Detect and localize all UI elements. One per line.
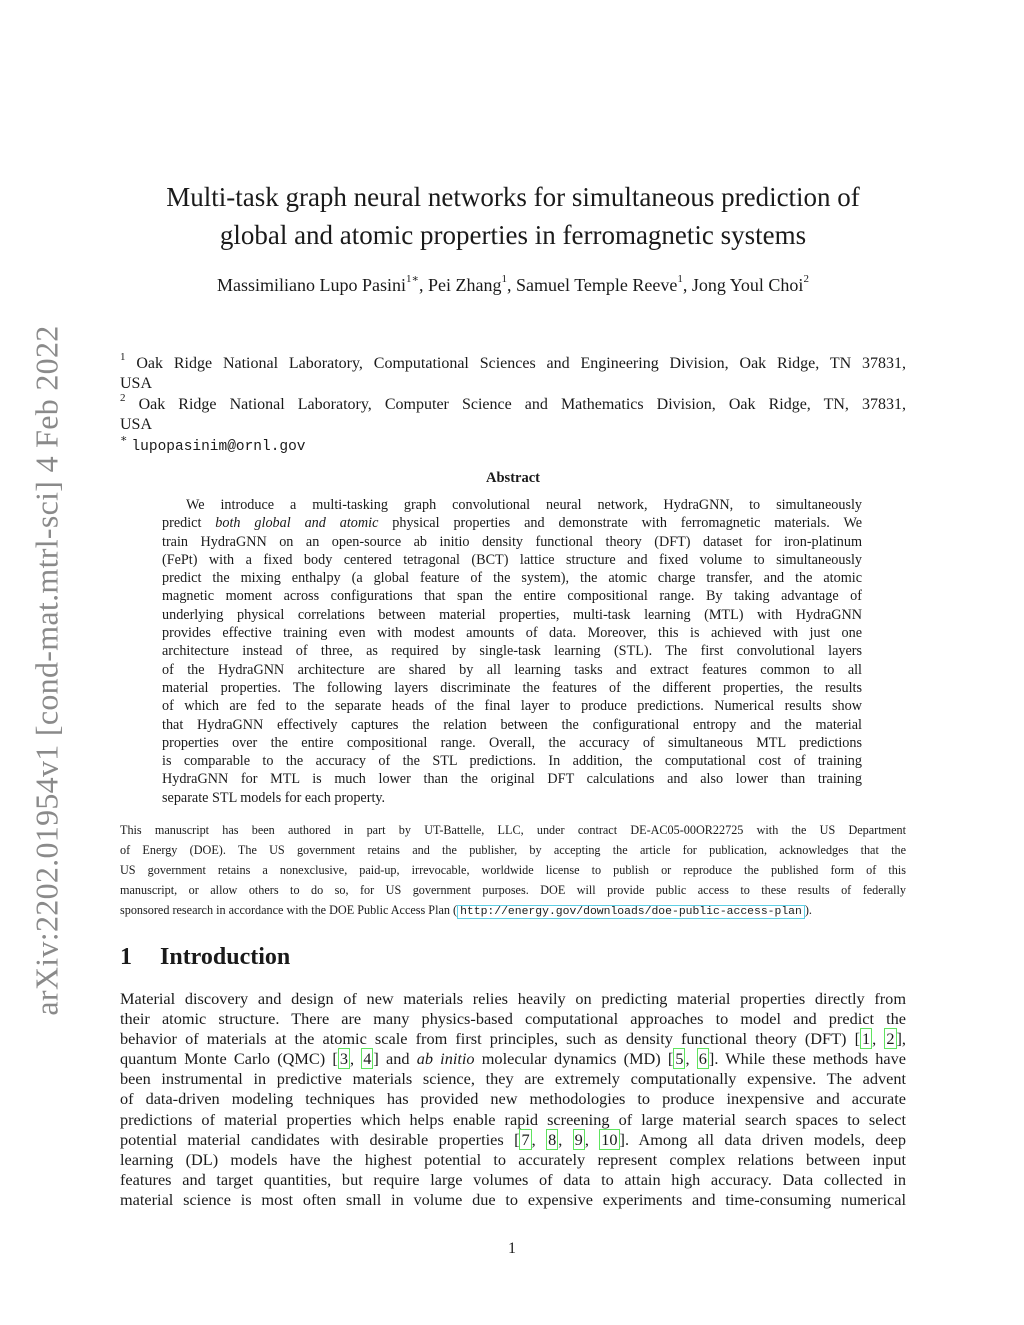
intro-text: . Among all data driven models, deep bbox=[624, 1129, 907, 1149]
email-mark: ∗ bbox=[120, 432, 128, 445]
abstract-line: magnetic moment across configurations that span the entire compositional range. By taking advantage of bbox=[162, 588, 862, 605]
abstract-text: physical properties and demonstrate with ferromagnetic materials. We bbox=[378, 515, 862, 532]
intro-text: , bbox=[901, 1029, 906, 1049]
email-link[interactable]: lupopasinim@ornl.gov bbox=[131, 439, 306, 455]
abstract-line: material properties. The following layers discriminate the features of the different properties, the results bbox=[162, 679, 862, 696]
abstract-line: of which are fed to the separate heads of the final layer to produce predictions. Numerical results show bbox=[162, 698, 862, 715]
notice-line: of Energy (DOE). The US government retains and the publisher, by accepting the article for publication, acknowledges that the bbox=[120, 843, 906, 857]
introduction-body bbox=[120, 989, 906, 1210]
section-title: Introduction bbox=[160, 944, 291, 970]
intro-text: . While these methods have bbox=[714, 1049, 907, 1069]
intro-text: molecular dynamics (MD) bbox=[474, 1049, 668, 1069]
affiliation-line bbox=[120, 350, 906, 374]
author-name: Jong Youl Choi bbox=[691, 275, 804, 295]
abstract-emphasis: both global and atomic bbox=[215, 515, 379, 532]
intro-line: quantum Monte Carlo (QMC) [ 3 , 4 ] and ab initio molecular dynamics (MD) [ 5 , 6 ]. While these methods have bbox=[120, 1049, 907, 1069]
author-separator: , bbox=[507, 275, 517, 295]
affiliation-2 bbox=[120, 391, 906, 435]
corresponding-email bbox=[120, 432, 906, 457]
title-line-1: Multi-task graph neural networks for simultaneous prediction of bbox=[166, 182, 860, 212]
abstract-line: provides effective training even with modest amounts of data. Moreover, this is achieved with just one bbox=[162, 625, 862, 642]
affiliation-1 bbox=[120, 350, 906, 394]
abstract-text: predict bbox=[162, 515, 216, 532]
notice-line bbox=[120, 900, 906, 920]
abstract-line: train HydraGNN on an open-source ab initio density functional theory (DFT) dataset for iron-platinum bbox=[162, 533, 862, 550]
citation-link[interactable]: 7 bbox=[521, 1129, 530, 1149]
intro-text: behavior of materials at the atomic scale from first principles, such as density functional theory (DFT) bbox=[120, 1029, 855, 1049]
abstract-line: properties over the entire compositional range. Overall, the accuracy of simultaneous MTL predictions bbox=[162, 734, 862, 751]
affiliation-line: USA bbox=[120, 375, 153, 392]
abstract-line: separate STL models for each property. bbox=[162, 789, 386, 806]
arxiv-stamp bbox=[22, 300, 72, 1040]
abstract-line: of the HydraGNN architecture are shared by all learning tasks and extract features common to all bbox=[162, 661, 862, 678]
section-number: 1 bbox=[120, 944, 132, 970]
intro-line: predictions of material properties which helps enable rapid screening of large material search spaces to select bbox=[120, 1109, 906, 1129]
abstract-heading: Abstract bbox=[486, 470, 540, 486]
author-affiliation-mark: 1 bbox=[501, 273, 508, 285]
notice-line: manuscript, or allow others to do so, for US government purposes. DOE will provide public access to these results of federally bbox=[120, 883, 906, 897]
intro-line: potential material candidates with desirable properties [ 7 , 8 , 9 , 10 ]. Among all data driven models, deep bbox=[120, 1129, 907, 1149]
page-number: 1 bbox=[508, 1240, 516, 1257]
citation-link[interactable]: 10 bbox=[601, 1129, 618, 1149]
abstract-line: predict the mixing enthalpy (a global feature of the system), the atomic charge transfer, and the atomic bbox=[162, 570, 862, 587]
author-affiliation-mark: 1∗ bbox=[406, 273, 420, 285]
author-name: Pei Zhang bbox=[428, 275, 502, 295]
abstract-line: (FePt) with a fixed body centered tetragonal (BCT) lattice structure and fixed volume to simultaneously bbox=[162, 551, 862, 568]
citation-link[interactable]: 2 bbox=[886, 1029, 895, 1049]
citation-link[interactable]: 9 bbox=[574, 1129, 583, 1149]
paper-title bbox=[120, 178, 906, 254]
intro-text: quantum Monte Carlo (QMC) bbox=[120, 1049, 333, 1069]
section-heading bbox=[120, 944, 290, 971]
author-name: Massimiliano Lupo Pasini bbox=[217, 275, 407, 295]
notice-line: US government retains a nonexclusive, paid-up, irrevocable, worldwide license to publish or reproduce the published form of this bbox=[120, 863, 906, 877]
intro-line: features and target quantities, but require large volumes of data to attain high accuracy. Data collected in bbox=[120, 1169, 906, 1189]
intro-text: potential material candidates with desirable properties bbox=[120, 1129, 515, 1149]
notice-text: sponsored research in accordance with the DOE Public Access Plan ( bbox=[120, 903, 458, 917]
citation-link[interactable]: 5 bbox=[675, 1049, 684, 1069]
author-separator: , bbox=[682, 275, 692, 295]
citation-link[interactable]: 3 bbox=[339, 1049, 348, 1069]
affiliation-text: Oak Ridge National Laboratory, Computer Science and Mathematics Division, Oak Ridge, TN, 37831, bbox=[138, 396, 906, 413]
intro-line: of data-driven modeling techniques has provided new methodologies to produce inexpensive and accurate bbox=[120, 1089, 906, 1109]
abstract-line: underlying physical correlations between material properties, multi-task learning (MTL) with HydraGNN bbox=[162, 606, 862, 623]
citation-link[interactable]: 6 bbox=[698, 1049, 707, 1069]
abstract-line: architecture instead of three, as required by single-task learning (STL). The first convolutional layers bbox=[162, 643, 862, 660]
intro-line: their atomic structure. There are many physics-based computational approaches to model and predict the bbox=[120, 1009, 906, 1029]
arxiv-stamp-text: arXiv:2202.01954v1 [cond-mat.mtrl-sci] 4 Feb 2022 bbox=[28, 324, 65, 1016]
author-affiliation-mark: 1 bbox=[677, 273, 683, 285]
notice-text: ). bbox=[804, 903, 812, 917]
abstract-line: HydraGNN for MTL is much lower than the original DFT calculations and also lower than training bbox=[162, 771, 862, 788]
doe-access-plan-link[interactable]: http://energy.gov/downloads/doe-public-access-plan bbox=[457, 905, 805, 919]
notice-line: This manuscript has been authored in part by UT-Battelle, LLC, under contract DE-AC05-00OR22725 with the US Department bbox=[120, 823, 906, 837]
abstract-line: is comparable to the accuracy of the STL predictions. In addition, the computational cost of training bbox=[162, 753, 862, 770]
intro-line: Material discovery and design of new materials relies heavily on predicting material properties directly from bbox=[120, 989, 906, 1008]
intro-line: learning (DL) models have the highest potential to accurately represent complex relations between input bbox=[120, 1149, 906, 1169]
author-list bbox=[120, 272, 906, 298]
affiliation-line: USA bbox=[120, 416, 153, 433]
affiliation-mark: 2 bbox=[120, 391, 126, 404]
intro-line: been instrumental in predictive materials science, they are extremely computationally expensive. The advent bbox=[120, 1069, 906, 1089]
intro-line: behavior of materials at the atomic scale from first principles, such as density functional theory (DFT) [ 1 , 2 ], bbox=[120, 1029, 906, 1049]
affiliation-text: Oak Ridge National Laboratory, Computational Sciences and Engineering Division, Oak Ridge, TN 37831, bbox=[136, 355, 906, 372]
copyright-notice bbox=[120, 820, 906, 920]
abstract-line: We introduce a multi-tasking graph convolutional neural network, HydraGNN, to simultaneously bbox=[186, 497, 862, 513]
author-separator: , bbox=[419, 275, 429, 295]
citation-link[interactable]: 1 bbox=[862, 1029, 871, 1049]
author-affiliation-mark: 2 bbox=[803, 273, 809, 285]
author-name: Samuel Temple Reeve bbox=[516, 275, 678, 295]
citation-link[interactable]: 4 bbox=[363, 1049, 372, 1069]
intro-emphasis: ab initio bbox=[416, 1049, 475, 1069]
title-line-2: global and atomic properties in ferromagnetic systems bbox=[219, 220, 807, 250]
affiliation-line bbox=[120, 391, 906, 415]
intro-text: and bbox=[378, 1049, 417, 1069]
affiliation-mark: 1 bbox=[120, 350, 126, 363]
citation-link[interactable]: 8 bbox=[548, 1129, 557, 1149]
abstract-body bbox=[162, 496, 862, 807]
abstract-line bbox=[162, 514, 862, 532]
intro-line: material science is most often small in volume due to expensive experiments and time-consuming numerical bbox=[120, 1189, 906, 1209]
abstract-line: that HydraGNN effectively captures the relation between the configurational entropy and the material bbox=[162, 716, 862, 733]
